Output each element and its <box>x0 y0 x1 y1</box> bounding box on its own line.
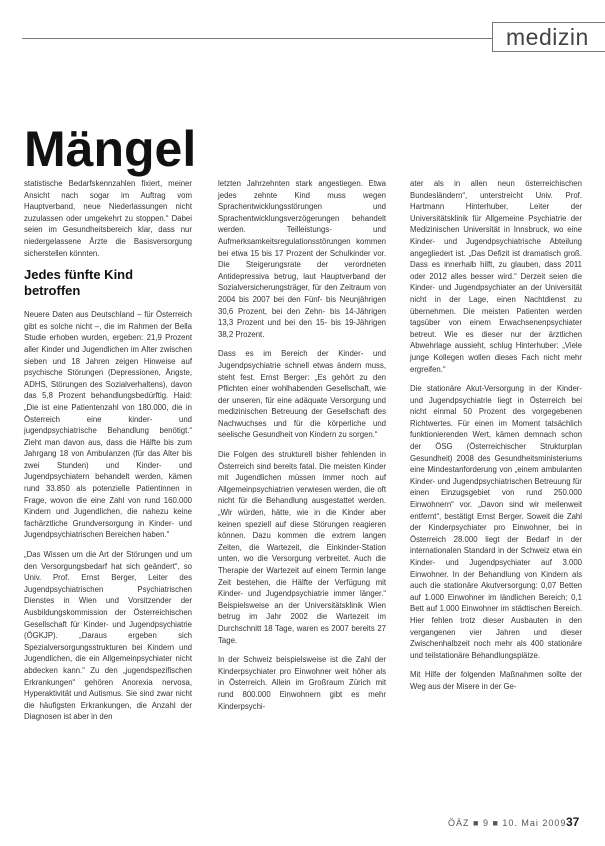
article-column-3 <box>410 178 582 701</box>
subheading: Jedes fünfte Kind betroffen <box>24 267 134 299</box>
paragraph: ater als in allen neun österreichischen Bundesländern“, unterstreicht Univ. Prof. Hartmann Hinterhuber, Leiter der Universitätsklinik für Allgemeine Psychiatrie der Medizinischen Universität in Innsbruck, wo eine Kinder- und Jugendpsychiatrische Abteilung angegliedert ist. „Das Defizit ist dramatisch groß. Dass es innerhalb hilft, zu glauben, dass 2011 oder 2012 alles besser wird.“ Derzeit seien die Kinder- und Jugendpsychiater an der Universität nicht in der Lage, einen Nachtdienst zu übernehmen. Die meisten Patienten werden tagsüber von einem Erwachsenenpsychiater betreut. Wie es dieser nur der ärztlichen Abwehrlage aussieht, schlug Hinterhuber: „Viele junge Kollegen wollen dieses Fach nicht mehr ergreifen.“ <box>410 179 582 374</box>
page-number: 37 <box>566 815 580 829</box>
publication-footer: ÖÄZ ■ 9 ■ 10. Mai 2009 <box>448 818 567 828</box>
paragraph: Mit Hilfe der folgenden Maßnahmen sollte der Weg aus der Misere in der Ge- <box>410 670 582 691</box>
paragraph: statistische Bedarfskennzahlen fixiert, meiner Ansicht nach sogar im Auftrag vom Hauptverband, neue Niederlassungen nicht zuzulassen oder umgekehrt zu stoppen.“ Dabei seien im Gesundheitsbereich klar, dass nur niedergelassene Ärzte die Basisversorgung sicherstellen könnten. <box>24 179 192 258</box>
paragraph: In der Schweiz beispielsweise ist die Zahl der Kinderpsychiater pro Einwohner weit höher als in Österreich. Allein im Großraum Zürich mit rund 800.000 Einwohnern gibt es mehr Kinderpsychi- <box>218 655 386 711</box>
article-column-1 <box>24 178 192 731</box>
section-label: medizin <box>506 24 589 50</box>
paragraph: Die stationäre Akut-Versorgung in der Kinder- und Jugendpsychiatrie liegt in Österreich bei nicht einmal 50 Prozent des vorgegebenen Richtwertes. Für einen im Moment tatsächlich funktionierenden Wert, kämen demnach schon der ÖSG (Österreichischer Strukturplan Gesundheit) 2008 des Gesundheitsministeriums eine Mindestanforderung von „einem ambulanten Kinder- und Jugendpsychiatrischen Betreuung für einen Einzugsgebiet von rund 250.000 Einwohnern“ vor. „Davon sind wir meilenweit entfernt“, bestätigt Ernst Berger. Soweit die Zahl der Kinderpsychiater pro Einwohner, bei in Österreich 28.000 liegt der Bedarf in der internationalen Standard in der Schweiz etwa ein Kinder- und Jugendpsychiater auf 3.000 Einwohner. In der Behandlung von Kindern als auch die stationäre Akutversorgung: 0,07 Betten auf 1.000 Einwohner im ländlichen Bereich; 0,1 Bett auf 1.000 Einwohner im städtischen Bereich. Hier fehlen trotz dieser Ausbauten in den vergangenen vier Jahren und dieser Zwischenhalbzeit noch mehr als 400 stationäre und teilstationäre Behandlungsplätze. <box>410 384 582 660</box>
paragraph: „Das Wissen um die Art der Störungen und um den Versorgungsbedarf hat sich geändert“, so Univ. Prof. Ernst Berger, Leiter des Jugendpsychiatrischen Psychiatrischen Dienstes in Wien und Vorsitzender der Ausbildungskommission der Österreichischen Gesellschaft für Kinder- und Jugendpsychiatrie (ÖGKJP). „Daraus ergeben sich Spezialversorgungsstrukturen bei Kindern und Jugendlichen, die ein Allgemeinpsychiater nicht abdecken kann.“ Zu den „jugendspezifischen Erkrankungen“ gehören Anorexia nervosa, Hyperaktivität und Autismus. Sie sind zwar nicht die häufigsten Erkrankungen, die Anzahl der Diagnosen ist aber in den <box>24 550 192 722</box>
paragraph: Die Folgen des strukturell bisher fehlenden in Österreich sind bereits fatal. Die meisten Kinder mit Jugendlichen müssen immer noch auf Allgemeinpsychiatrien verwiesen werden, die oft nicht für die Behandlung ausgestattet werden. „Wir würden, hätte, wie in die Kinder aber keinen speziell auf diese Störungen reagieren können. Dazu kommen die extrem langen Zeiten, die Wartezeit, die Einkinder-Station unten, wo die Versorgung verbreitet. Auch die Therapie der Wartezeit auf einem Termin lange Zeit bestehen, die Hälfte der Verfügung mit Kinder- und Jugendpsychiatrie immer länger.“ Beispielsweise an der Universitätsklinik Wien betrug im Jahr 2002 die Wartezeit im Durchschnitt 18 Tage, waren es 2007 bereits 27 Tage. <box>218 450 386 645</box>
article-column-2 <box>218 178 386 720</box>
paragraph: Dass es im Bereich der Kinder- und Jugendpsychiatrie schnell etwas ändern muss, steht fest. Ernst Berger: „Es gehört zu den Pflichten einer wohlhabenden Gesellschaft, wie der unseren, für eine adäquate Versorgung und medizinischen Betreuung der Gesellschaft des Nachwuchses und für die körperliche und seelische Gesundheit von Kindern zu sorgen.“ <box>218 349 386 440</box>
header-rule <box>22 38 492 39</box>
paragraph: Neuere Daten aus Deutschland – für Österreich gibt es solche nicht –, die im Rahmen der Bella Studie erhoben wurden, ergeben: 21,9 Prozent aller Kinder und Jugendlichen im Alter zwischen sieben und 18 Jahren zeigen Hinweise auf psychische Störungen (Depressionen, Ängste, ADHS, Störungen des Sozialverhaltens), davon das 5,8 Prozent behandlungsbedürftig. Haid: „Die ist eine Patientenzahl von 180.000, die in Österreich eine kinder- und jugendpsychiatrische Behandlung benötigt.“ Zieht man davon aus, dass die Hälfte bis zum Jahrgang 18 von Ambulanzen (für das Alter bis zwei Stunden) und Kinder- und Jugendpsychiatern behandelt werden, kämen rund 33.850 als potenzielle Patientinnen in Frage, wovon die eine Zahl von rund 160.000 Kindern und Jugendlichen, die nahezu keine fachärztliche Grundversorgung in Kinder- und Jugendpsychiatrischen Bereichen haben.“ <box>24 310 192 540</box>
article-headline: Mängel <box>24 121 197 177</box>
paragraph: letzten Jahrzehnten stark angestiegen. Etwa jedes zehnte Kind muss wegen Sprachentwicklungsstörungen und Sprachentwicklungsverzögerungen behandelt werden. Teilleistungs- und Aufmerksamkeitsregulationsstörungen kommen bei etwa 15 bis 17 Prozent der Schulkinder vor. Die Steigerungsrate der verordneten Antidepressiva betrug, laut Hauptverband der Sozialversicherungsträger, für den Zeitraum von 2004 bis 2007 bei den Fünf- bis Neunjährigen 30,6 Prozent, bei den Zehn- bis 14-Jährigen 13,3 Prozent und bei den 15- bis 19-Jährigen 38,2 Prozent. <box>218 179 386 339</box>
